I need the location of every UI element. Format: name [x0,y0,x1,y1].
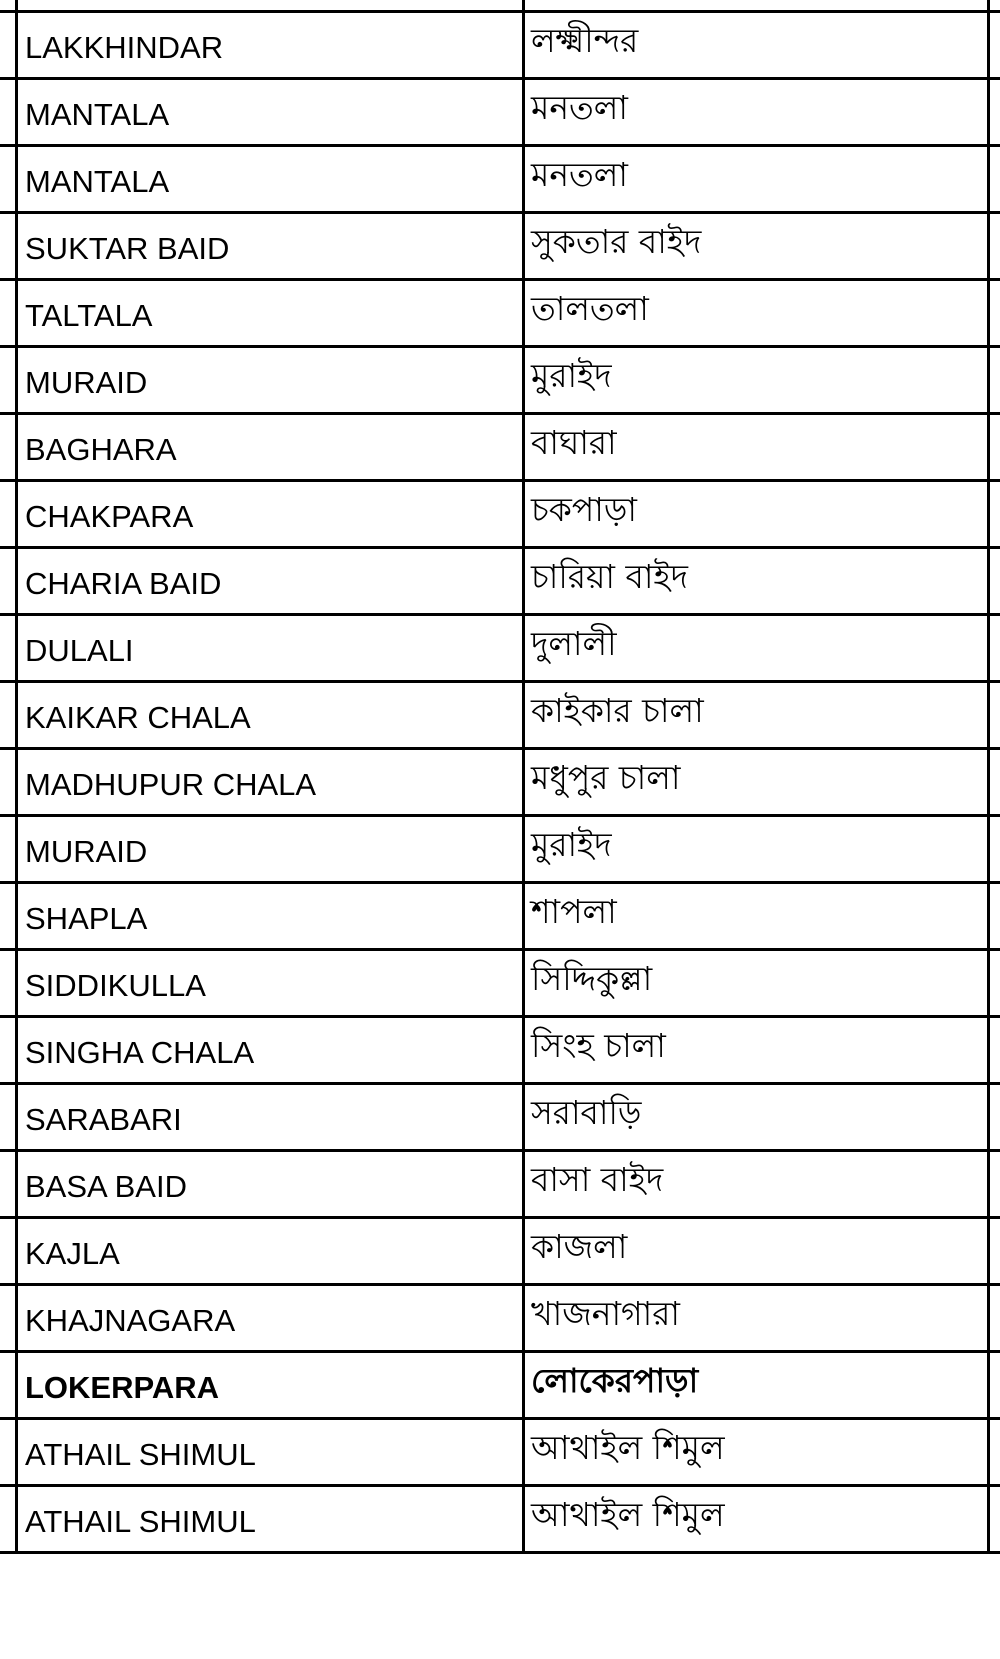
bengali-name-cell: সিংহ চালা [531,1026,666,1065]
column-divider [987,683,990,747]
column-divider [15,750,18,814]
english-name-cell: ATHAIL SHIMUL [25,1437,256,1472]
english-name-cell: MANTALA [25,164,170,199]
bengali-name-cell: সরাবাড়ি [531,1093,642,1132]
column-divider [15,616,18,680]
english-name-cell: KHAJNAGARA [25,1303,236,1338]
column-divider [522,348,525,412]
table-row [0,1286,1000,1353]
english-name-cell: LAKKHINDAR [25,30,224,65]
english-name-cell: CHAKPARA [25,499,194,534]
bengali-name-cell: লক্ষ্মীন্দর [531,21,639,60]
column-divider [15,1286,18,1350]
column-divider [987,415,990,479]
english-name-cell: MANTALA [25,97,170,132]
bengali-name-cell: দুলালী [531,624,617,663]
column-divider [522,1487,525,1551]
column-divider [522,549,525,613]
bengali-name-cell: চারিয়া বাইদ [531,557,688,596]
column-divider [522,1152,525,1216]
column-divider [522,884,525,948]
bengali-name-cell: মনতলা [531,88,628,127]
table-row [0,884,1000,951]
bengali-name-cell: বাসা বাইদ [531,1160,664,1199]
table-row [0,1487,1000,1554]
english-name-cell: LOKERPARA [25,1370,220,1405]
column-divider [522,1420,525,1484]
column-divider [15,1353,18,1417]
column-divider [15,1152,18,1216]
column-divider [987,1085,990,1149]
column-divider [15,281,18,345]
column-divider [15,348,18,412]
column-divider [15,80,18,144]
column-divider [987,1219,990,1283]
table-row [0,147,1000,214]
bengali-name-cell: সুকতার বাইদ [531,222,702,261]
column-divider [15,683,18,747]
column-divider [522,817,525,881]
column-divider [15,549,18,613]
column-divider [522,147,525,211]
english-name-cell: CHARIA BAID [25,566,222,601]
table-row [0,1420,1000,1487]
column-divider [15,214,18,278]
english-name-cell: SINGHA CHALA [25,1035,255,1070]
column-divider [987,1152,990,1216]
bengali-name-cell: মধুপুর চালা [531,758,681,797]
table-top-border-stub [15,0,18,12]
english-name-cell: SIDDIKULLA [25,968,206,1003]
column-divider [522,482,525,546]
bengali-name-cell: লোকেরপাড়া [531,1361,699,1400]
english-name-cell: ATHAIL SHIMUL [25,1504,256,1539]
table-row [0,281,1000,348]
table-row [0,482,1000,549]
bengali-name-cell: সিদ্দিকুল্লা [531,959,653,998]
column-divider [522,214,525,278]
column-divider [15,817,18,881]
english-name-cell: DULALI [25,633,134,668]
bengali-name-cell: শাপলা [531,892,617,931]
column-divider [522,1353,525,1417]
english-name-cell: BAGHARA [25,432,177,467]
column-divider [987,951,990,1015]
table-row [0,1152,1000,1219]
english-name-cell: MURAID [25,365,148,400]
english-name-cell: BASA BAID [25,1169,187,1204]
column-divider [522,750,525,814]
column-divider [987,214,990,278]
column-divider [522,1286,525,1350]
column-divider [987,817,990,881]
column-divider [15,13,18,77]
column-divider [522,1085,525,1149]
column-divider [987,13,990,77]
english-name-cell: KAJLA [25,1236,120,1271]
column-divider [15,482,18,546]
column-divider [15,884,18,948]
english-name-cell: MURAID [25,834,148,869]
column-divider [15,1085,18,1149]
column-divider [15,1018,18,1082]
bengali-name-cell: কাইকার চালা [531,691,704,730]
table-row [0,214,1000,281]
column-divider [15,1219,18,1283]
column-divider [987,884,990,948]
column-divider [987,482,990,546]
bengali-name-cell: বাঘারা [531,423,617,462]
table-row [0,348,1000,415]
bengali-name-cell: চকপাড়া [531,490,637,529]
column-divider [522,80,525,144]
column-divider [987,1420,990,1484]
column-divider [15,147,18,211]
english-name-cell: SARABARI [25,1102,182,1137]
column-divider [522,281,525,345]
column-divider [522,683,525,747]
column-divider [987,616,990,680]
table-row [0,1353,1000,1420]
column-divider [522,1018,525,1082]
column-divider [987,750,990,814]
bengali-name-cell: খাজনাগারা [531,1294,680,1333]
column-divider [522,951,525,1015]
table-row [0,951,1000,1018]
bengali-name-cell: কাজলা [531,1227,628,1266]
table-row [0,1085,1000,1152]
table-row [0,616,1000,683]
table-row [0,683,1000,750]
english-name-cell: TALTALA [25,298,153,333]
column-divider [987,147,990,211]
column-divider [987,1018,990,1082]
column-divider [522,1219,525,1283]
english-name-cell: KAIKAR CHALA [25,700,251,735]
table-top-border-stub [522,0,525,12]
column-divider [15,1420,18,1484]
column-divider [987,549,990,613]
bengali-name-cell: আথাইল শিমুল [531,1495,725,1534]
bengali-name-cell: মুরাইদ [531,825,612,864]
table-row [0,1018,1000,1085]
column-divider [987,1353,990,1417]
table-top-border-stub [987,0,990,12]
bengali-name-cell: তালতলা [531,289,649,328]
table-row [0,817,1000,884]
column-divider [987,80,990,144]
english-name-cell: MADHUPUR CHALA [25,767,317,802]
column-divider [522,616,525,680]
column-divider [987,1487,990,1551]
table-row [0,549,1000,616]
column-divider [987,348,990,412]
bengali-name-cell: মুরাইদ [531,356,612,395]
table-row [0,750,1000,817]
column-divider [987,281,990,345]
table-row [0,80,1000,147]
english-name-cell: SHAPLA [25,901,148,936]
column-divider [15,415,18,479]
english-name-cell: SUKTAR BAID [25,231,230,266]
column-divider [15,1487,18,1551]
table-row [0,13,1000,80]
table-row [0,415,1000,482]
column-divider [522,13,525,77]
table-row [0,1219,1000,1286]
column-divider [522,415,525,479]
bengali-name-cell: মনতলা [531,155,628,194]
bengali-name-cell: আথাইল শিমুল [531,1428,725,1467]
column-divider [15,951,18,1015]
column-divider [987,1286,990,1350]
